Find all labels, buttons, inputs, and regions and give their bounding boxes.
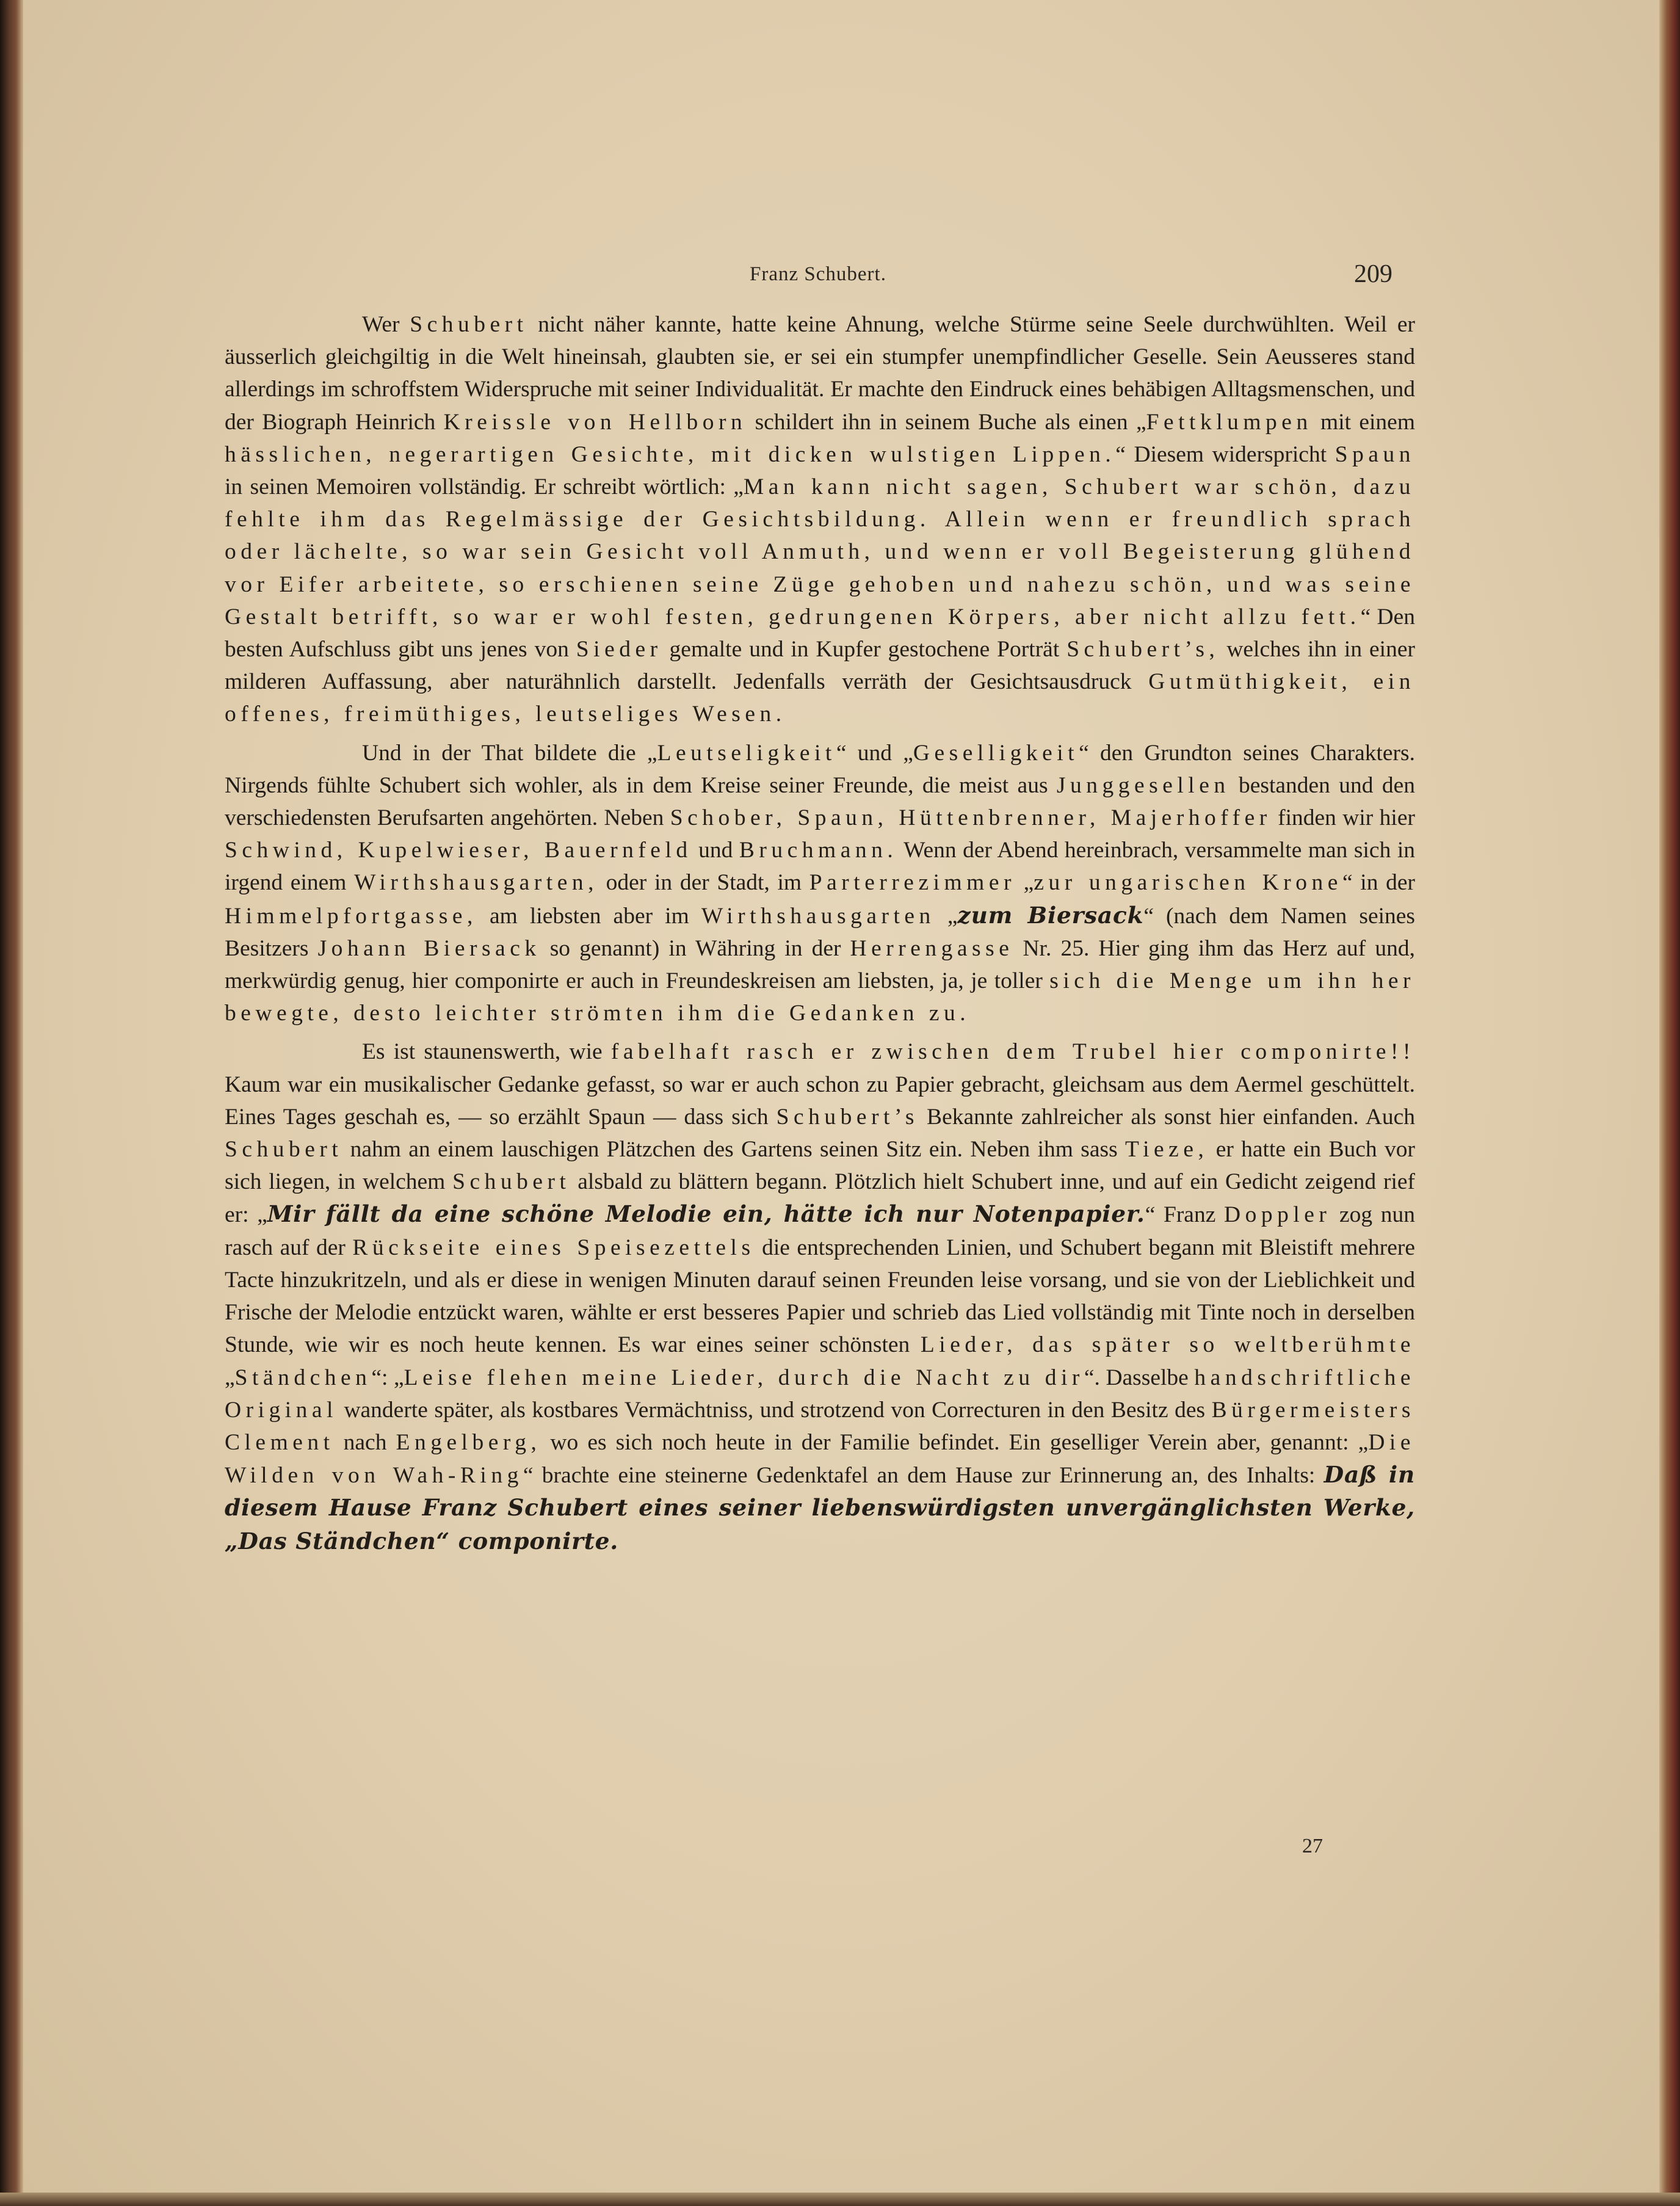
text-segment: Wenn der Abend hereinbrach, versammelte man sich in irgend einem	[225, 838, 1416, 896]
spaced-segment: Johann Biersack	[317, 935, 541, 961]
spaced-segment: Gutmüthigkeit, ein offenes, freimüthiges, leutseliges Wesen.	[225, 669, 1415, 727]
spaced-segment: fabelhaft rasch er zwischen dem Trubel hier componirte!!	[610, 1039, 1415, 1065]
text-segment: “ (nach dem Namen seines Besitzers	[225, 903, 1415, 961]
signature-mark: 27	[1302, 1835, 1323, 1857]
page-number: 209	[1354, 260, 1392, 288]
text-segment: wo es sich noch heute in der Familie befindet. Ein geselliger Verein aber, genannt: „	[541, 1429, 1369, 1455]
spaced-segment: Schubert	[225, 1137, 343, 1163]
text-segment: die entsprechenden Linien, und Schubert begann mit Bleistift mehrere Tacte hinzukritzeln, und als er diese in wenigen Minuten darauf seinen Freunden leise vorsang, und sie von der Lieblichkeit und Frische der Melodie entzückt waren, wählte er erst besseres Papier und schrieb das Lied vollständig mit Tinte noch in derselben Stunde, wie wir es noch heute kennen. Es war eines seiner schönsten	[225, 1235, 1415, 1358]
text-segment: bestanden und den verschiedensten Berufsarten angehörten. Neben	[225, 772, 1415, 831]
spaced-segment: Wirthshausgarten	[701, 903, 935, 929]
spaced-segment: Geselligkeit	[913, 740, 1079, 766]
spaced-segment: Schober, Spaun, Hüttenbrenner, Majerhoffer	[670, 805, 1272, 831]
fraktur-segment: Mir fällt da eine schöne Melodie ein, hätte ich nur Notenpapier.	[267, 1200, 1145, 1228]
text-segment: Es ist staunenswerth, wie	[362, 1039, 611, 1065]
text-segment: Wer	[362, 312, 410, 337]
spaced-segment: Man kann nicht sagen, Schubert war schön, dazu fehlte ihm das Regelmässige der Gesichtsbildung. Allein wenn er freundlich sprach oder lächelte, so war sein Gesicht voll Anmuth, und wenn er voll Begeisterung glühend vor Eifer arbeitete, so erschienen seine Züge gehoben und nahezu schön, und was seine Gestalt betrifft, so war er wohl festen, gedrungenen Körpers, aber nicht allzu fett.	[225, 474, 1415, 630]
spaced-segment: Leutseligkeit	[657, 740, 836, 766]
text-segment: er hatte ein Buch vor sich liegen, in welchem	[225, 1137, 1415, 1195]
text-segment: alsbald zu blättern begann. Plötzlich hielt Schubert inne, und auf ein Gedicht zeigend rief er: „	[225, 1169, 1415, 1228]
text-segment: nicht näher kannte, hatte keine Ahnung, welche Stürme seine Seele durchwühlten. Weil er äusserlich gleichgiltig in die Welt hineinsah, glaubten sie, er sei ein stumpfer unempfindlicher Geselle. Sein Aeusseres stand allerdings im schroffstem Widerspruche mit seiner Individualität. Er machte den Eindruck eines behäbigen Alltagsmenschen, und der Biograph Heinrich	[225, 312, 1415, 435]
text-segment: gemalte und in Kupfer gestochene Porträt	[662, 637, 1067, 662]
spaced-segment: sich die Menge um ihn her bewegte, desto leichter strömten ihm die Gedanken zu.	[225, 968, 1415, 1026]
spaced-segment: Himmelpfortgasse,	[225, 903, 477, 929]
text-segment: “ Franz	[1145, 1202, 1224, 1228]
text-segment: nahm an einem lauschigen Plätzchen des Gartens seinen Sitz ein. Neben ihm sass	[342, 1137, 1126, 1163]
paragraph	[225, 737, 1415, 1030]
spaced-segment: Die Wilden von Wah-Ring	[225, 1429, 1415, 1489]
paragraph	[225, 308, 1415, 731]
text-segment: finden wir hier	[1271, 805, 1415, 831]
text-segment: „	[935, 903, 958, 929]
fraktur-segment: zum Biersack	[957, 901, 1144, 929]
spaced-segment: Bruchmann.	[739, 838, 898, 863]
text-segment: Bekannte zahlreicher als sonst hier einfanden. Auch	[919, 1104, 1415, 1130]
spaced-segment: Leise flehen meine Lieder, durch die Nacht zu dir	[404, 1365, 1084, 1390]
running-title: Franz Schubert.	[750, 263, 886, 285]
text-segment: oder in der Stadt, im	[598, 870, 809, 896]
bottom-edge	[0, 2193, 1680, 2206]
spaced-segment: Ständchen	[234, 1365, 372, 1390]
spaced-segment: handschriftliche Original	[225, 1365, 1415, 1423]
text-segment: “ den Grundton seines Charakters. Nirgends fühlte Schubert sich wohler, als in dem Kreise seiner Freunde, die meist aus	[225, 740, 1415, 798]
text-segment: „	[1015, 870, 1034, 896]
spaced-segment: Doppler	[1223, 1202, 1331, 1228]
spaced-segment: Parterrezimmer	[809, 870, 1016, 896]
text-segment: “ Den besten Aufschluss gibt uns jenes von	[225, 604, 1415, 662]
spaced-segment: Schubert	[452, 1169, 571, 1195]
spaced-segment: Sieder	[576, 637, 662, 662]
text-segment: wanderte später, als kostbares Vermächtniss, und strotzend von Correcturen in den Besitz des	[337, 1397, 1212, 1423]
text-segment: welches ihn in einer milderen Auffassung, aber naturähnlich darstellt. Jedenfalls verräth der Gesichtsausdruck	[225, 637, 1415, 695]
spaced-segment: Fettklumpen	[1146, 409, 1312, 435]
text-segment: mit einem	[1312, 409, 1415, 435]
text-segment: und	[692, 838, 739, 863]
spaced-segment: Spaun	[1334, 441, 1415, 467]
text-segment: zog nun rasch auf der	[225, 1202, 1416, 1260]
spaced-segment: Junggesellen	[1056, 772, 1230, 798]
spaced-segment: Bürgermeisters Clement	[225, 1397, 1415, 1455]
spaced-segment: hässlichen, negerartigen Gesichte, mit dicken wulstigen Lippen.	[225, 441, 1116, 467]
text-segment: so genannt) in Währing in der	[540, 935, 850, 961]
book-spine-edge	[0, 0, 23, 2206]
spaced-segment: Wirthshausgarten,	[354, 870, 598, 896]
spaced-segment: Tieze,	[1125, 1137, 1209, 1163]
text-segment: Nr. 25. Hier ging ihm das Herz auf und, merkwürdig genug, hier componirte er auch in Freundeskreisen am liebsten, ja, je toller	[225, 935, 1415, 994]
text-segment: „	[225, 1365, 235, 1390]
page-header	[23, 259, 1659, 296]
text-segment: “ und „	[836, 740, 913, 766]
fraktur-segment: Daß in diesem Hause Franz Schubert eines seiner liebenswürdigsten unvergänglichsten Werke, „Das Ständchen“ componirte.	[225, 1461, 1416, 1555]
text-segment: schildert ihn in seinem Buche als einen „	[747, 409, 1146, 435]
paragraph	[225, 1036, 1415, 1558]
spaced-segment: Engelberg,	[396, 1429, 541, 1455]
body-text	[225, 308, 1415, 1558]
page-edge	[1659, 0, 1680, 2206]
text-segment: “: „	[371, 1365, 404, 1390]
text-segment: “ Diesem widerspricht	[1115, 441, 1335, 467]
spaced-segment: Herrengasse	[850, 935, 1014, 961]
spaced-segment: zur ungarischen Krone	[1034, 870, 1342, 896]
text-segment: “ brachte eine steinerne Gedenktafel an dem Hause zur Erinnerung an, des Inhalts:	[523, 1463, 1324, 1489]
spaced-segment: Schubert’s	[776, 1104, 919, 1130]
text-segment: nach	[334, 1429, 396, 1455]
spaced-segment: Kreissle von Hellborn	[443, 409, 747, 435]
book-page	[23, 0, 1659, 2193]
spaced-segment: Schwind, Kupelwieser, Bauernfeld	[225, 838, 692, 863]
text-segment: Kaum war ein musikalischer Gedanke gefasst, so war er auch schon zu Papier gebracht, gleichsam aus dem Aermel geschüttelt. Eines Tages geschah es, — so erzählt Spaun — dass sich	[225, 1072, 1415, 1130]
spaced-segment: Lieder, das später so weltberühmte	[920, 1332, 1415, 1358]
spaced-segment: Schubert	[410, 312, 528, 337]
text-segment: “. Dasselbe	[1084, 1365, 1195, 1390]
text-segment: Und in der That bildete die „	[362, 740, 657, 766]
spaced-segment: Schubert’s,	[1066, 637, 1220, 662]
spaced-segment: Rückseite eines Speisezettels	[352, 1235, 755, 1260]
text-segment: in seinen Memoiren vollständig. Er schreibt wörtlich: „	[225, 474, 744, 500]
text-segment: “ in der	[1342, 870, 1416, 896]
text-segment: am liebsten aber im	[477, 903, 701, 929]
